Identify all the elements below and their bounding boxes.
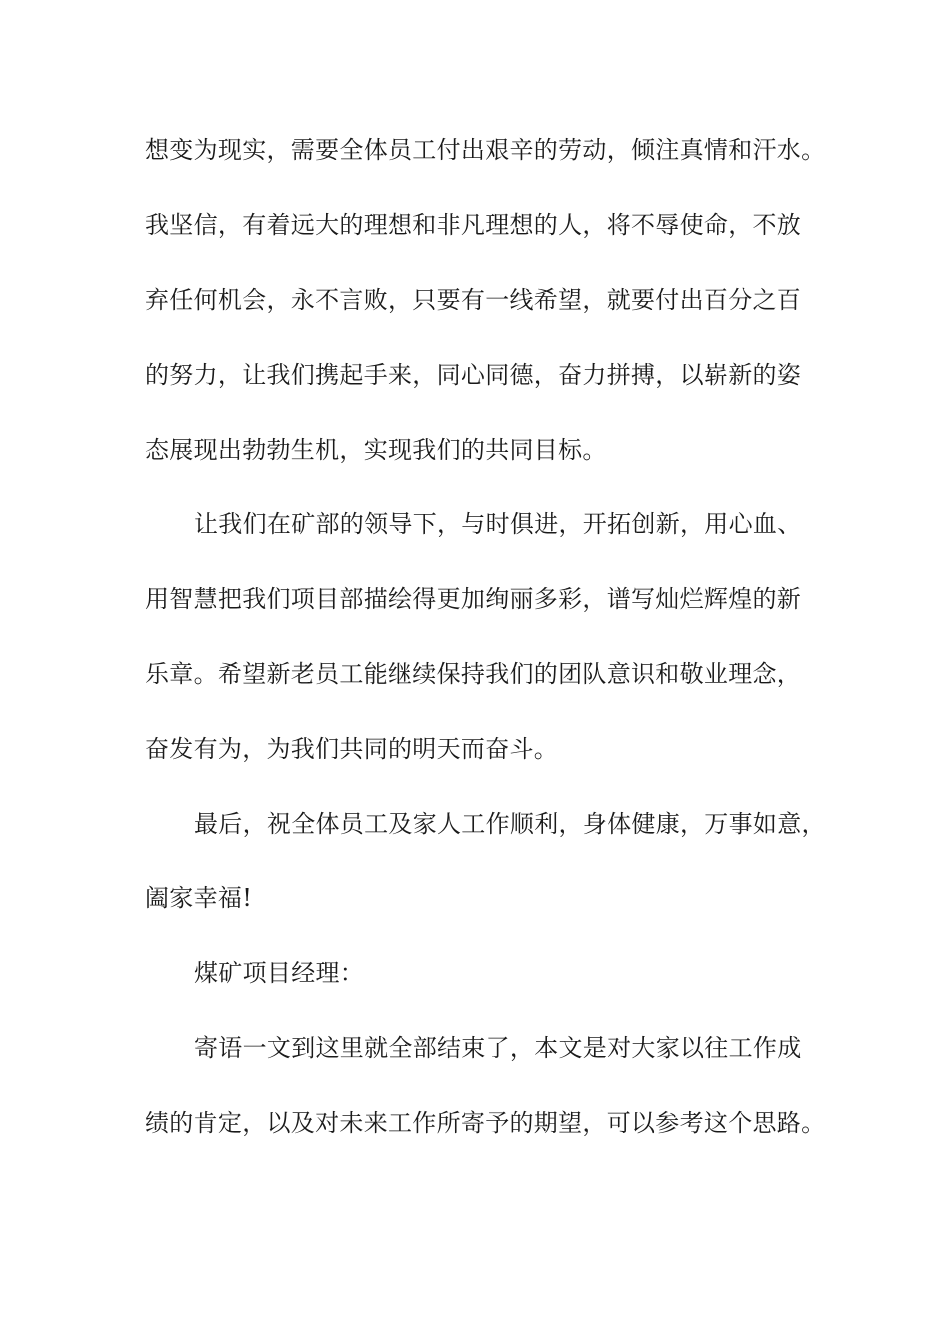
signature-line: 煤矿项目经理： <box>194 959 365 987</box>
text-line: 最后，祝全体员工及家人工作顺利，身体健康，万事如意， <box>194 810 826 838</box>
text-line: 寄语一文到这里就全部结束了，本文是对大家以往工作成 <box>194 1034 802 1062</box>
text-line: 让我们在矿部的领导下，与时俱进，开拓创新，用心血、 <box>194 510 802 538</box>
text-line: 用智慧把我们项目部描绘得更加绚丽多彩，谱写灿烂辉煌的新 <box>145 585 802 613</box>
text-line: 奋发有为，为我们共同的明天而奋斗。 <box>145 735 559 763</box>
text-line: 我坚信，有着远大的理想和非凡理想的人，将不辱使命，不放 <box>145 211 802 239</box>
text-line: 弃任何机会，永不言败，只要有一线希望，就要付出百分之百 <box>145 286 802 314</box>
text-line: 想变为现实，需要全体员工付出艰辛的劳动，倾注真情和汗水。 <box>145 136 826 164</box>
text-line: 绩的肯定，以及对未来工作所寄予的期望，可以参考这个思路。 <box>145 1109 826 1137</box>
text-line: 态展现出勃勃生机，实现我们的共同目标。 <box>145 436 607 464</box>
text-line: 阖家幸福! <box>145 884 253 912</box>
text-line: 的努力，让我们携起手来，同心同德，奋力拼搏，以崭新的姿 <box>145 361 802 389</box>
text-line: 乐章。希望新老员工能继续保持我们的团队意识和敬业理念， <box>145 660 802 688</box>
